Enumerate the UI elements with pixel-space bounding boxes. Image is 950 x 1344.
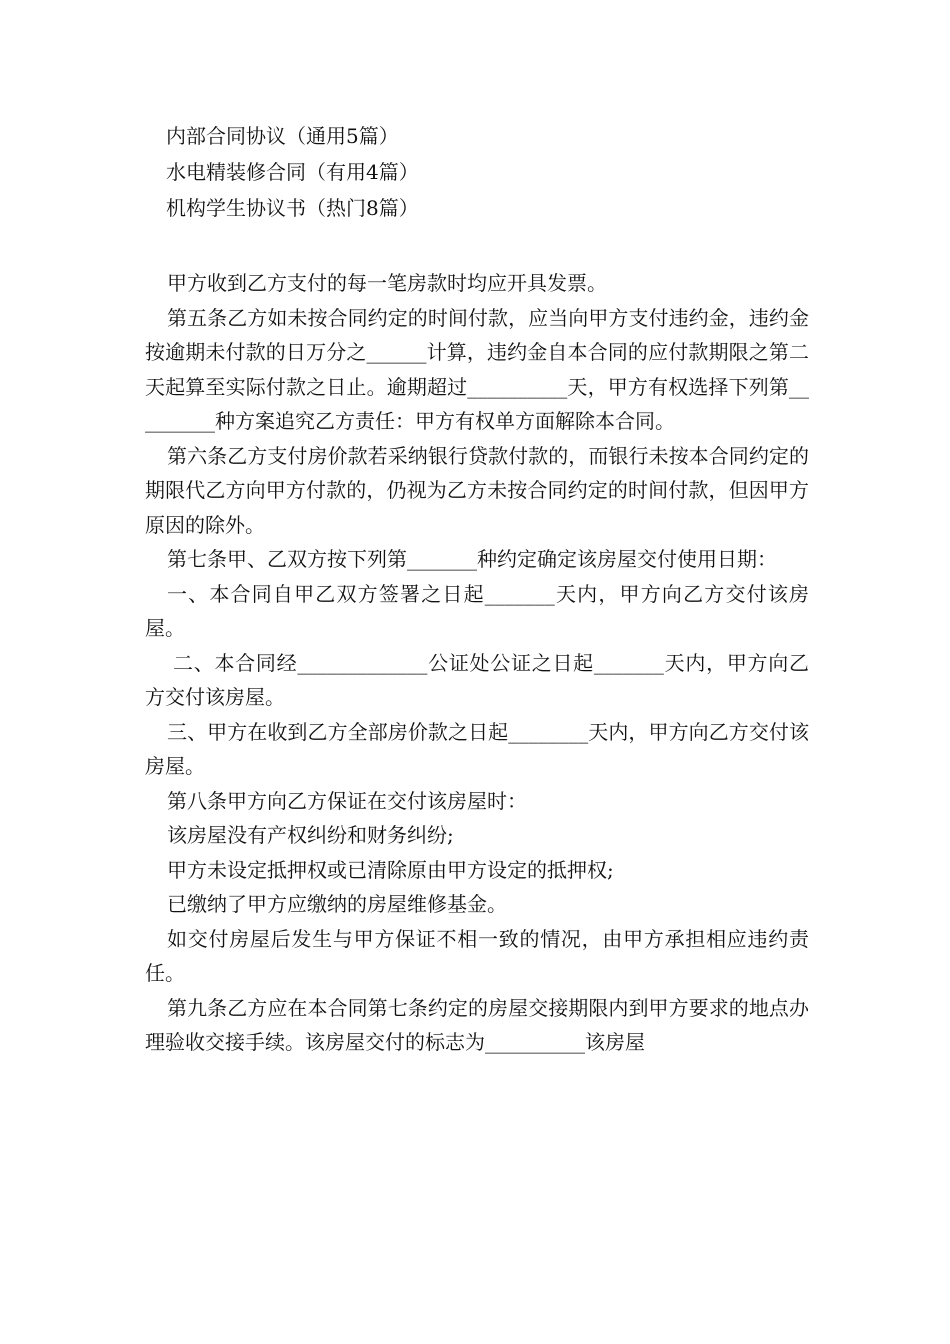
paragraph: 二、本合同经_____________公证处公证之日起_______天内，甲方向乙方交付该房屋。	[145, 650, 809, 709]
paragraph: 第九条乙方应在本合同第七条约定的房屋交接期限内到甲方要求的地点办理验收交接手续。该房屋交付的标志为__________该房屋	[145, 995, 809, 1054]
paragraph: 甲方未设定抵押权或已清除原由甲方设定的抵押权;	[167, 857, 614, 882]
related-link[interactable]: 内部合同协议（通用5篇）	[166, 124, 399, 148]
paragraph: 第八条甲方向乙方保证在交付该房屋时：	[167, 788, 527, 813]
paragraph: 三、甲方在收到乙方全部房价款之日起________天内，甲方向乙方交付该房屋。	[145, 719, 809, 778]
paragraph: 如交付房屋后发生与甲方保证不相一致的情况，由甲方承担相应违约责任。	[145, 926, 809, 985]
paragraph: 第五条乙方如未按合同约定的时间付款，应当向甲方支付违约金，违约金按逾期未付款的日万分之______计算，违约金自本合同的应付款期限之第二天起算至实际付款之日止。逾期超过__________天，甲方有权选择下列第_________种方案追究乙方责任：甲方有权单方面解除本合同。	[145, 305, 809, 433]
paragraph: 该房屋没有产权纠纷和财务纠纷;	[167, 823, 454, 847]
related-link[interactable]: 机构学生协议书（热门8篇）	[166, 196, 419, 220]
related-links-list	[166, 118, 419, 226]
paragraph: 一、本合同自甲乙双方签署之日起_______天内，甲方向乙方交付该房屋。	[145, 581, 809, 640]
paragraph: 甲方收到乙方支付的每一笔房款时均应开具发票。	[167, 271, 607, 295]
paragraph: 已缴纳了甲方应缴纳的房屋维修基金。	[167, 892, 507, 916]
paragraph: 第六条乙方支付房价款若采纳银行贷款付款的，而银行未按本合同约定的期限代乙方向甲方付款的，仍视为乙方未按合同约定的时间付款，但因甲方原因的除外。	[145, 443, 809, 537]
paragraph: 第七条甲、乙双方按下列第_______种约定确定该房屋交付使用日期：	[167, 547, 777, 571]
document-body	[145, 266, 809, 1060]
related-link[interactable]: 水电精装修合同（有用4篇）	[166, 160, 419, 184]
